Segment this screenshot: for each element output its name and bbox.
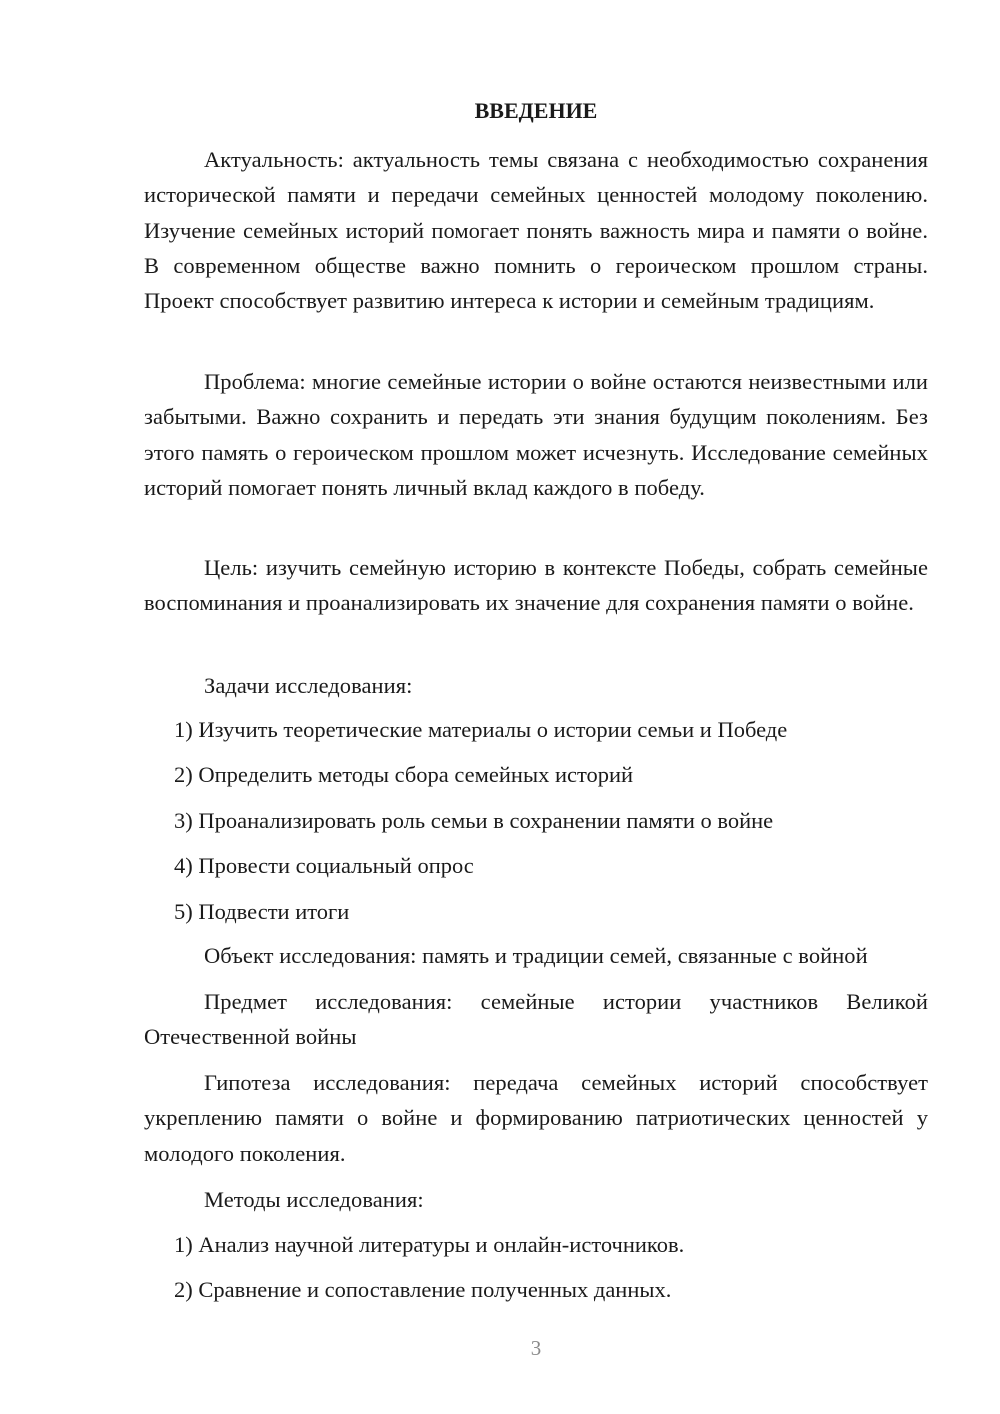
subject-paragraph: Предмет исследования: семейные истории участников Великой Отечественной войны <box>144 989 928 1050</box>
task-item: 4) Провести социальный опрос <box>174 853 474 878</box>
page-title: ВВЕДЕНИЕ <box>474 98 598 123</box>
hypothesis-paragraph: Гипотеза исследования: передача семейных историй способствует укреплению памяти о войне и формированию патриотических ценностей у молодого поколения. <box>144 1070 928 1166</box>
object-paragraph: Объект исследования: память и традиции семей, связанные с войной <box>204 943 868 968</box>
problem-paragraph: Проблема: многие семейные истории о войне остаются неизвестными или забытыми. Важно сохранить и передать эти знания будущим поколениям. Без этого память о героическом прошлом может исчезнуть. Исследование семейных историй помогает понять личный вклад каждого в победу. <box>144 369 928 500</box>
method-item: 2) Сравнение и сопоставление полученных данных. <box>174 1277 672 1302</box>
document-page <box>144 0 928 1414</box>
methods-heading: Методы исследования: <box>204 1187 424 1212</box>
relevance-paragraph: Актуальность: актуальность темы связана с необходимостью сохранения исторической памяти и передачи семейных ценностей молодому поколению. Изучение семейных историй помогает понять важность мира и памяти о войне. В современном обществе важно помнить о героическом прошлом страны. Проект способствует развитию интереса к истории и семейным традициям. <box>144 147 928 314</box>
task-item: 3) Проанализировать роль семьи в сохранении памяти о войне <box>174 808 774 833</box>
tasks-heading: Задачи исследования: <box>204 673 413 698</box>
page-number: 3 <box>530 1336 542 1360</box>
task-item: 5) Подвести итоги <box>174 899 350 924</box>
method-item: 1) Анализ научной литературы и онлайн-источников. <box>174 1232 685 1257</box>
task-item: 2) Определить методы сбора семейных историй <box>174 762 634 787</box>
goal-paragraph: Цель: изучить семейную историю в контексте Победы, собрать семейные воспоминания и проанализировать их значение для сохранения памяти о войне. <box>144 555 928 616</box>
task-item: 1) Изучить теоретические материалы о истории семьи и Победе <box>174 717 788 742</box>
